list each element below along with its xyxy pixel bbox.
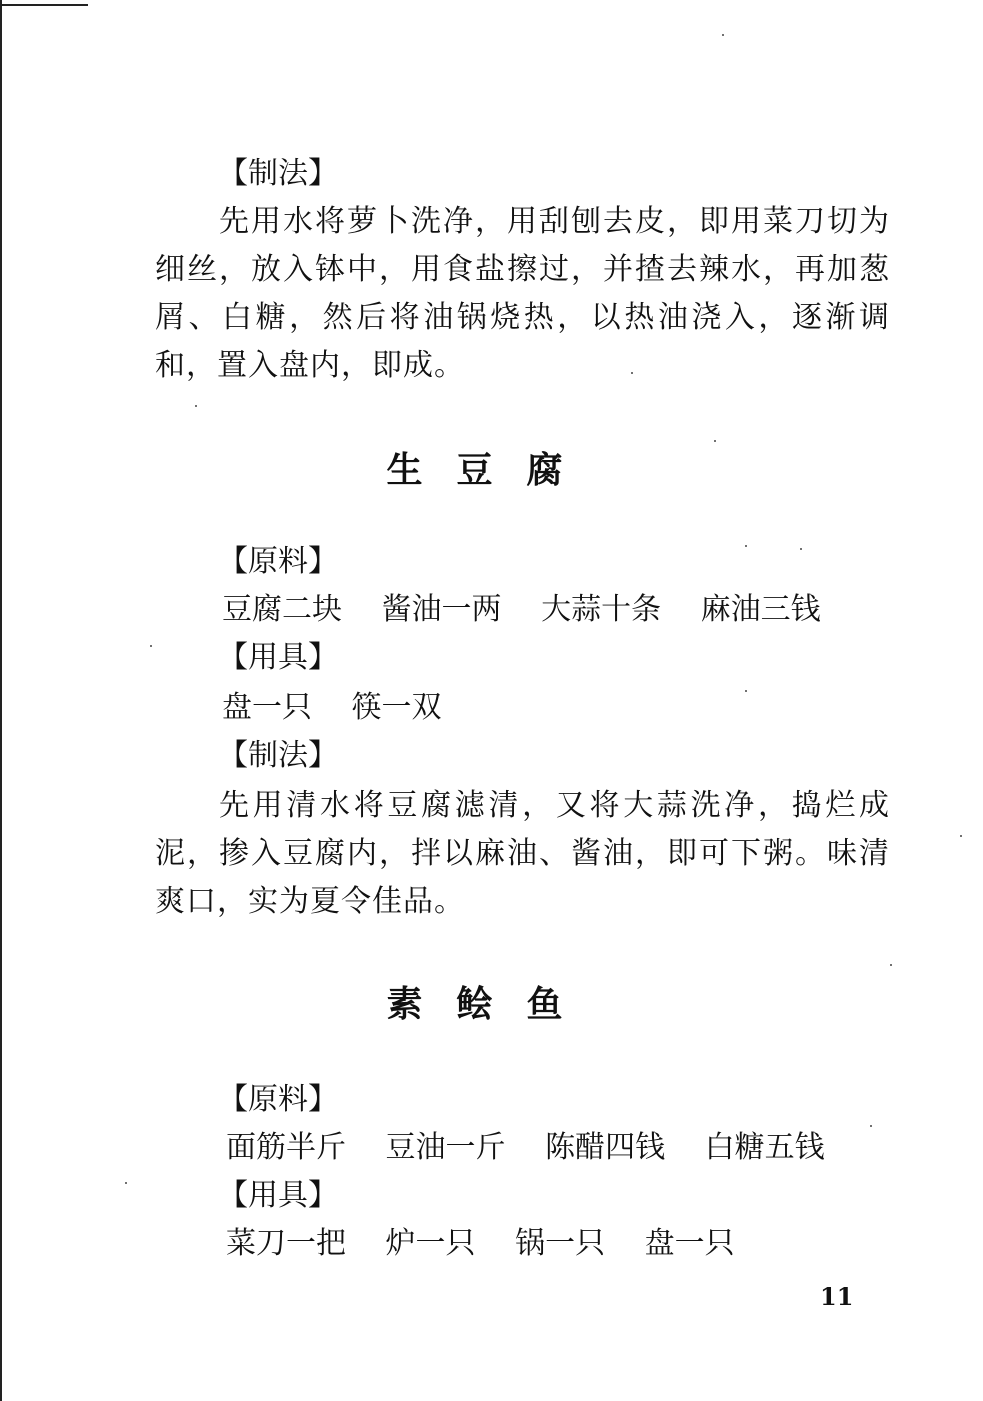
scan-speck: [960, 835, 962, 837]
top-rule: [2, 4, 88, 6]
method-label-1: 【制法】: [218, 156, 338, 191]
scan-speck: [125, 1182, 127, 1184]
scan-speck: [890, 964, 892, 966]
tool-item: 锅一只: [515, 1226, 606, 1261]
scan-speck: [800, 548, 802, 550]
method-label-2: 【制法】: [218, 738, 338, 773]
tool-item: 炉一只: [385, 1226, 476, 1261]
scan-speck: [631, 372, 633, 374]
scan-speck: [714, 440, 716, 442]
tools-label-3: 【用具】: [218, 1178, 338, 1213]
ingredients-list-3: [226, 1128, 855, 1168]
method-text-2: 先用清水将豆腐滤清，又将大蒜洗净，捣烂成泥，掺入豆腐内，拌以麻油、酱油，即可下粥。味清爽口，实为夏令佳品。: [155, 788, 890, 919]
method-text-1: 先用水将萝卜洗净，用刮刨去皮，即用菜刀切为细丝，放入钵中，用食盐擦过，并揸去辣水，再加葱屑、白糖，然后将油锅烧热，以热油浇入，逐渐调和，置入盘内，即成。: [155, 204, 890, 383]
ingredient-item: 酱油一两: [381, 592, 502, 627]
tools-list-2: [222, 688, 472, 728]
page-left-edge: [0, 0, 2, 1401]
ingredient-item: 白糖五钱: [704, 1130, 825, 1165]
ingredient-item: 麻油三钱: [700, 592, 821, 627]
ingredient-item: 大蒜十条: [541, 592, 662, 627]
recipe-title-su-kuaiyu: 素鲙鱼: [386, 983, 597, 1025]
tool-item: 筷一双: [351, 690, 442, 725]
ingredient-item: 豆腐二块: [222, 592, 342, 627]
tools-label-2: 【用具】: [218, 640, 338, 675]
scan-speck: [745, 690, 747, 692]
scan-speck: [870, 1125, 872, 1127]
tool-item: 菜刀一把: [226, 1226, 346, 1261]
ingredients-label-2: 【原料】: [218, 544, 338, 579]
recipe-title-sheng-doufu: 生豆腐: [386, 449, 597, 491]
tool-item: 盘一只: [222, 690, 312, 725]
ingredient-item: 陈醋四钱: [545, 1130, 666, 1165]
scan-speck: [745, 545, 747, 547]
scan-speck: [195, 405, 197, 407]
page-number: 11: [820, 1282, 854, 1311]
tools-list-3: [226, 1224, 765, 1264]
ingredients-label-3: 【原料】: [218, 1082, 338, 1117]
tool-item: 盘一只: [644, 1226, 735, 1261]
ingredient-item: 豆油一斤: [385, 1130, 506, 1165]
scan-speck: [722, 34, 724, 36]
ingredient-item: 面筋半斤: [226, 1130, 346, 1165]
ingredients-list-2: [222, 590, 851, 630]
scan-speck: [150, 645, 152, 647]
